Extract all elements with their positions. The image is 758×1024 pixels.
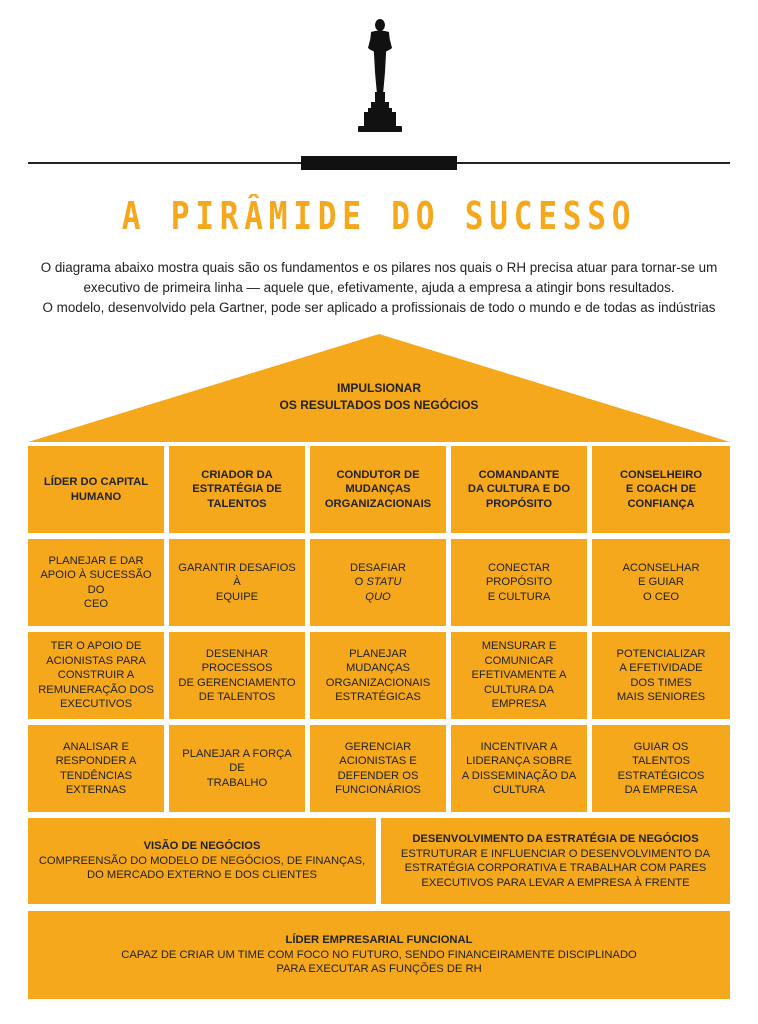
pillar-item-label: DESAFIAR O STATU QUO	[350, 561, 406, 603]
pillar-item-label: INCENTIVAR A LIDERANÇA SOBRE A DISSEMINAÇÃO DA CULTURA	[461, 740, 577, 796]
foundation-title: DESENVOLVIMENTO DA ESTRATÉGIA DE NEGÓCIOS	[412, 833, 699, 845]
pillar-item	[451, 725, 587, 812]
foundation-strategy-development	[381, 818, 730, 904]
pillar-item	[28, 725, 164, 812]
pillar-item	[169, 632, 305, 719]
pillar-item-label: PLANEJAR MUDANÇAS ORGANIZACIONAIS ESTRATÉGICAS	[325, 647, 431, 703]
foundation-title: LÍDER EMPRESARIAL FUNCIONAL	[285, 934, 473, 947]
pillar-item-label: TER O APOIO DE ACIONISTAS PARA CONSTRUIR A REMUNERAÇÃO DOS EXECUTIVOS	[38, 640, 154, 711]
pillar-item-label: PLANEJAR E DAR APOIO À SUCESSÃO DO CEO	[40, 554, 152, 610]
page-title: A PIRÂMIDE DO SUCESSO	[121, 194, 637, 238]
pillar-header-label: CONDUTOR DE MUDANÇAS ORGANIZACIONAIS	[324, 468, 432, 510]
pillar-header-1	[28, 446, 164, 533]
pillar-header-5	[592, 446, 730, 533]
pillar-item	[451, 632, 587, 719]
pillar-item	[169, 539, 305, 626]
pillar-item-label: CONECTAR PROPÓSITO E CULTURA	[485, 561, 553, 603]
pillar-item	[592, 632, 730, 719]
pillar-item	[310, 632, 446, 719]
pillar-item	[592, 725, 730, 812]
foundation-business-vision	[28, 818, 376, 904]
pillar-header-4	[451, 446, 587, 533]
foundation-description: ESTRUTURAR E INFLUENCIAR O DESENVOLVIMENTO DA ESTRATÉGIA CORPORATIVA E TRABALHAR COM PARES EXECUTIVOS PARA LEVAR A EMPRESA À FRENTE	[400, 847, 711, 889]
intro-text	[30, 258, 728, 318]
pillar-header-label: CRIADOR DA ESTRATÉGIA DE TALENTOS	[192, 468, 282, 510]
pillar-item	[28, 632, 164, 719]
foundation-functional-leader	[28, 911, 730, 999]
intro-line-3: O modelo, desenvolvido pela Gartner, pode ser aplicado a profissionais de todo o mundo e de todas as indústrias	[42, 300, 716, 315]
intro-line-2: executivo de primeira linha — aquele que, efetivamente, ajuda a empresa a atingir bons resultados.	[83, 280, 675, 295]
pillar-item	[451, 539, 587, 626]
pillar-item-label: GUIAR OS TALENTOS ESTRATÉGICOS DA EMPRESA	[617, 740, 705, 796]
intro-line-1: O diagrama abaixo mostra quais são os fundamentos e os pilares nos quais o RH precisa atuar para tornar-se um	[40, 260, 718, 275]
pillar-header-2	[169, 446, 305, 533]
foundation-description: CAPAZ DE CRIAR UM TIME COM FOCO NO FUTURO, SENDO FINANCEIRAMENTE DISCIPLINADO PARA EXECUTAR AS FUNÇÕES DE RH	[121, 948, 637, 976]
pillar-header-label: LÍDER DO CAPITAL HUMANO	[43, 476, 149, 503]
pillar-header-label: COMANDANTE DA CULTURA E DO PROPÓSITO	[467, 468, 571, 510]
pillar-item	[592, 539, 730, 626]
pillar-item	[310, 725, 446, 812]
divider-bar	[301, 156, 457, 170]
foundation-title: VISÃO DE NEGÓCIOS	[143, 840, 261, 853]
roof-label	[180, 380, 578, 414]
pillar-item-label: DESENHAR PROCESSOS DE GERENCIAMENTO DE TALENTOS	[178, 647, 296, 703]
roof-label-line-2: OS RESULTADOS DOS NEGÓCIOS	[279, 398, 479, 412]
pillar-item-label: GERENCIAR ACIONISTAS E DEFENDER OS FUNCIONÁRIOS	[335, 740, 421, 796]
pillar-item-label: GARANTIR DESAFIOS À EQUIPE	[178, 561, 296, 603]
roof-label-line-1: IMPULSIONAR	[337, 381, 421, 395]
pillar-item	[169, 725, 305, 812]
pillar-item	[310, 539, 446, 626]
pillar-header-label: CONSELHEIRO E COACH DE CONFIANÇA	[619, 468, 703, 510]
pillar-item-label: POTENCIALIZAR A EFETIVIDADE DOS TIMES MAIS SENIORES	[616, 647, 706, 703]
pillar-item-label: MENSURAR E COMUNICAR EFETIVAMENTE A CULTURA DA EMPRESA	[471, 640, 567, 711]
foundation-description: COMPREENSÃO DO MODELO DE NEGÓCIOS, DE FINANÇAS, DO MERCADO EXTERNO E DOS CLIENTES	[38, 854, 366, 882]
pillar-item-label: ANALISAR E RESPONDER A TENDÊNCIAS EXTERNAS	[55, 740, 137, 796]
trophy-statue-icon	[352, 14, 408, 134]
pillar-item-label: ACONSELHAR E GUIAR O CEO	[622, 561, 700, 603]
pillar-item	[28, 539, 164, 626]
pillar-header-3	[310, 446, 446, 533]
pillar-item-label: PLANEJAR A FORÇA DE TRABALHO	[182, 747, 292, 789]
